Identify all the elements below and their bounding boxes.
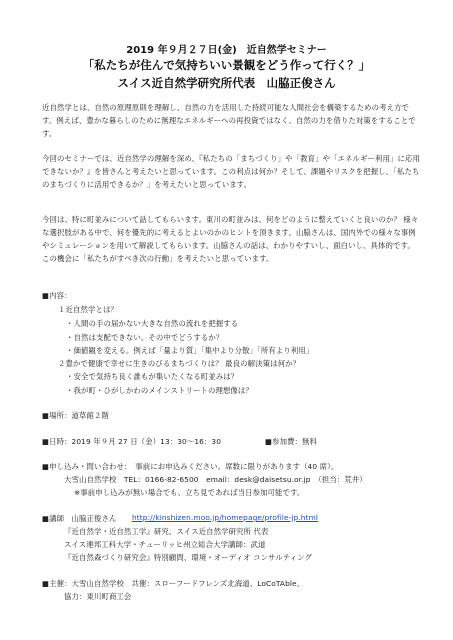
contact-line: 大雪山自然学校 TEL：0166-82-6500 email：desk@daisetsu.or.jp （担当：荒井） (64, 475, 367, 484)
intro-paragraph-3: 今回は、特に町並みについて話してもらいます。東川の町並みは、何をどのように整えていくと良いのか？ 様々な選択肢がある中で、何を優先的に考えるとよいのかのヒントを頂きます。山脇さんは、国内外での様々な事例やシミュレーションを用いて解説してもらいます。山脇さんの話は、わかりやすいし、面白いし、具体的です。この機会に「私たちがすべき次の行動」を考えたいと思っています。 (42, 215, 419, 263)
contents-item: ・人間の手の届かない大きな自然の流れを把握する (66, 319, 239, 328)
contents-heading: ■内容： (42, 291, 72, 300)
event-date-title: 2019 年９月２７日(金) 近自然学セミナー (126, 45, 327, 56)
speaker-bio-line: スイス連邦工科大学・チューリッヒ州立総合大学講師：武道 (64, 540, 266, 549)
speaker-bio-line: 『近自然森づくり研究会』特別顧問、環境・オーディオ コンサルティング (64, 553, 312, 562)
speaker-profile-link[interactable]: http://kinshizen.moo.jp/homepage/profile-jp.html (132, 513, 319, 522)
datetime-line: ■日時：2019 年９月 27 日（金）13：30～16：30 (42, 437, 222, 446)
speaker-label: ■講師 山脇正俊さん (42, 514, 117, 523)
organizer-line: ■主催：大雪山自然学校 共催：スローフードフレンズ北海道、LoCoTAble、 (42, 579, 305, 588)
contents-item: ・価値観を変える。例えば「量より質」「集中より分散」「所有より利用」 (66, 346, 314, 355)
walkin-note: ※事前申し込みが無い場合でも、立ち見であれば当日参加可能です。 (74, 488, 305, 497)
cooperation-line: 協力：東川町商工会 (64, 592, 132, 601)
venue-line: ■場所：道草館２階 (42, 411, 110, 420)
contents-item: １近自然学とは？ (58, 305, 118, 314)
contents-item: ・自然は支配できない。その中でどうするか？ (66, 333, 224, 342)
seminar-main-title: 「私たちが住んで気持ちいい景観をどう作って行く？」 (82, 58, 371, 72)
contents-item: ２豊かで健康で幸せに生きのびるまちづくりは？ 最良の解決策は何か？ (58, 359, 301, 368)
contents-item: ・安全で気持ち良く誰もが集いたくなる町並みは？ (66, 372, 239, 381)
contents-item: ・我が町・ひがしかわのメインストリートの理想像は？ (66, 386, 253, 395)
application-line: ■申し込み・問い合わせ： 事前にお申込みください。席数に限りがあります（40 席）。 (42, 462, 339, 471)
speaker-bio-line: 『近自然学・近自然工学』研究、スイス近自然学研究所 代表 (64, 527, 269, 536)
intro-paragraph-2: 今回のセミナーでは、近自然学の理解を深め、『私たちの「まちづくり」や「教育」や「エネルギー利用」に応用できないか？』を皆さんと考えたいと思っています。この利点は何か？そして、課題やリスクを把握し、「私たちのまちづくりに活用できるか？」を考えたいと思っています。 (42, 154, 420, 189)
intro-paragraph-1: 近自然学とは、自然の原理原則を理解し、自然の力を活用した持続可能な人間社会を構築するための考え方です。例えば、豊かな暮らしのために無理なエネルギーへの再投資ではなく、自然の力を借りた対策をすることです。 (42, 103, 416, 138)
speaker-title: スイス近自然学研究所代表 山脇正俊さん (117, 76, 336, 90)
fee-line: ■参加費：無料 (265, 437, 318, 446)
